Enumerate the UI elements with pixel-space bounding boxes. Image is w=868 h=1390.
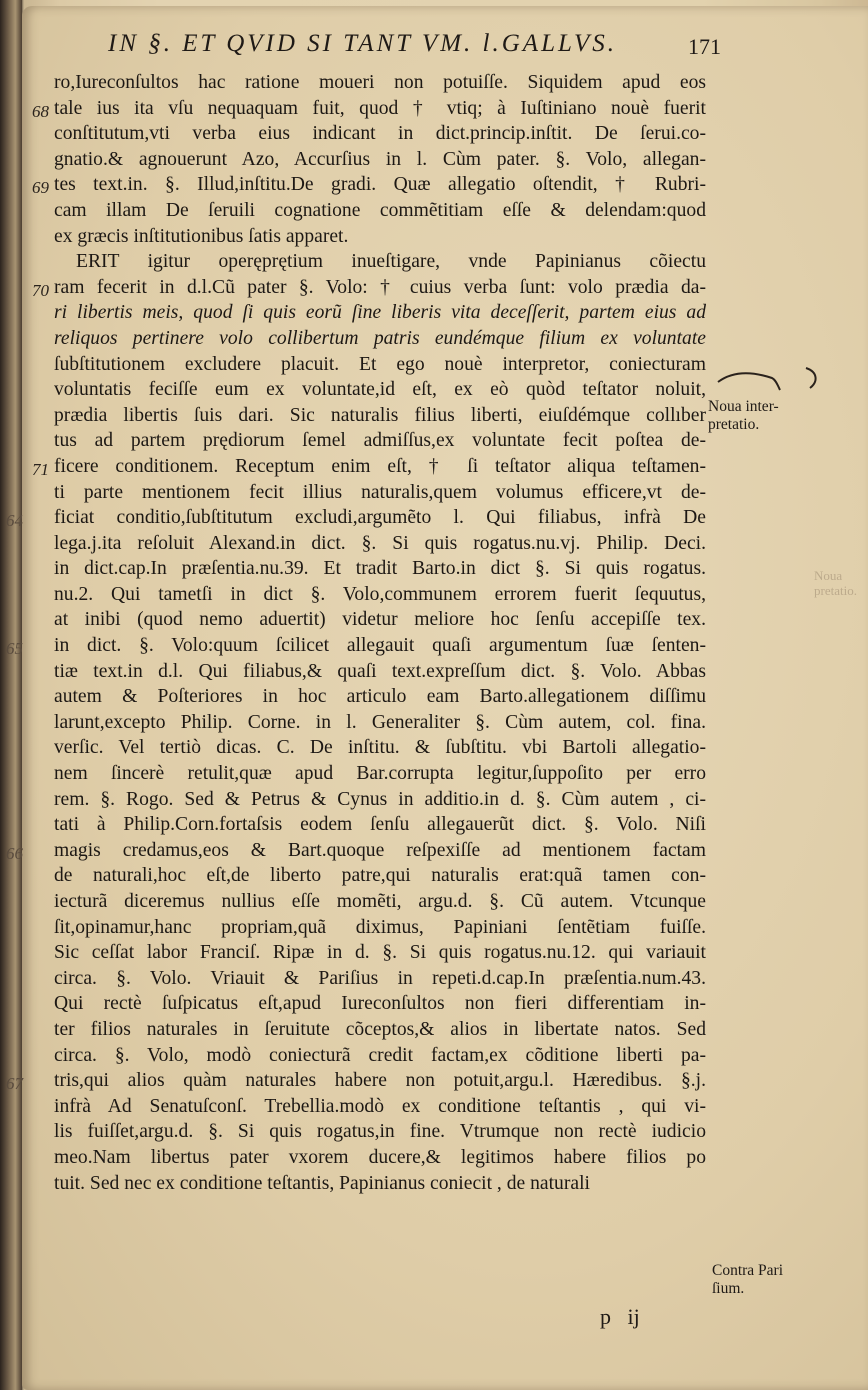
text-line: gnatio.& agnouerunt Azo, Accurſius in l. Cùm pater. §. Volo, allegan-	[54, 148, 706, 170]
margin-line-number: 69	[32, 178, 49, 198]
text-line: ficiat conditio,ſubſtitutum excludi,argumẽto l. Qui filiabus, infrà De	[54, 507, 706, 529]
text-line: magis credamus,eos & Bart.quoque reſpexiſſe ad mentionem factam	[54, 839, 706, 861]
margin-line-number: 64	[6, 511, 23, 531]
margin-line-number: 68	[32, 101, 49, 121]
text-line: Qui rectè ſuſpicatus eſt,apud Iureconſultos non fieri differentiam in-	[54, 993, 706, 1015]
text-line: nu.2. Qui tametſi in dict §. Volo,communem errorem fuerit ſequutus,	[54, 583, 706, 605]
handwritten-bracket-mark	[714, 366, 824, 396]
text-line: ter filios naturales in ſeruitute cõceptos,& alios in libertate natos. Sed	[54, 1018, 706, 1040]
text-line: verſic. Vel tertiò dicas. C. De inſtitu. & ſubſtitu. vbi Bartoli allegatio-	[54, 737, 706, 759]
text-line: in dict. §. Volo:quum ſcilicet allegauit quaſi argumentum ſuæ ſenten-	[54, 635, 706, 657]
text-line: ſubſtitutionem excludere placuit. Et ego nouè interpretor, coniecturam	[54, 353, 706, 375]
text-line: meo.Nam libertus pater vxorem ducere,& legitimos habere filios po	[54, 1146, 706, 1168]
margin-line-number: 66	[6, 844, 23, 863]
main-text-block	[54, 70, 706, 1196]
text-line: ram fecerit in d.l.Cũ pater §. Volo: † cuius verba ſunt: volo prædia da-	[54, 276, 706, 298]
page-header	[108, 30, 708, 58]
text-line: tiæ text.in d.l. Qui filiabus,& quaſi text.expreſſum dict. §. Volo. Abbas	[54, 660, 706, 682]
margin-line-number: 71	[32, 460, 49, 479]
text-line: in dict.cap.In præſentia.nu.39. Et tradit Barto.in dict §. Si quis rogatus.	[54, 558, 706, 580]
text-line: tati à Philip.Corn.fortaſsis eodem ſenſu allegauerũt dict. §. Volo. Niſi	[54, 814, 706, 836]
text-line: ri libertis meis, quod ſi quis eorũ ſine liberis vita deceſſerit, partem eius ad	[54, 302, 706, 324]
text-line: ex græcis inſtitutionibus ſatis apparet.	[54, 225, 349, 247]
text-line: circa. §. Volo, modò coniecturã credit factam,ex cõditione liberti pa-	[54, 1044, 706, 1066]
text-line: tale ius ita vſu nequaquam fuit, quod † vtiq; à Iuſtiniano nouè fuerit	[54, 97, 706, 119]
text-line: ficere conditionem. Receptum enim eſt, † ſi teſtator aliqua teſtamen-	[54, 455, 706, 477]
bleed-through-note: Noua pretatio.	[814, 568, 857, 598]
text-line: tus ad partem prędiorum ſemel admiſſus,ex voluntate fecit poſtea de-	[54, 430, 706, 452]
margin-line-number: 67	[6, 1074, 23, 1094]
text-line: prædia libertis ſuis dari. Sic naturalis filius liberti, eiuſdémque collıber	[54, 404, 706, 426]
text-line: ERIT igitur operęprętium inueſtigare, vnde Papinianus cõiectu	[76, 251, 706, 273]
text-line: larunt,excepto Philip. Corne. in l. Generaliter §. Cùm autem, col. fina.	[54, 711, 706, 733]
text-line: autem & Poſteriores in hoc articulo eam Barto.allegationem diſſimu	[54, 686, 706, 708]
text-line: nem ſincerè retulit,quæ apud Bar.corrupta legitur,ſuppoſito per erro	[54, 763, 706, 785]
running-head: IN §. ET QVID SI TANT VM. l.GALLVS.	[108, 30, 617, 57]
facing-page-edge	[0, 0, 22, 1390]
text-line: rem. §. Rogo. Sed & Petrus & Cynus in additio.in d. §. Cùm autem , ci-	[54, 788, 706, 810]
text-line: conſtitutum,vti verba eius indicant in dict.princip.inſtit. De ſerui.co-	[54, 123, 706, 145]
margin-line-number: 70	[32, 280, 49, 300]
text-line: lega.j.ita reſoluit Alexand.in dict. §. Si quis rogatus.nu.vj. Philip. Deci.	[54, 532, 706, 554]
folio-number: 171	[688, 34, 721, 59]
marginal-note-contra-parisium: Contra Pari ſium.	[712, 1262, 784, 1297]
text-line: iecturã diceremus nullius eſſe momẽti, argu.d. §. Cũ autem. Vtcunque	[54, 891, 706, 912]
text-line: tuit. Sed nec ex conditione teſtantis, Papinianus coniecit , de naturali	[54, 1172, 590, 1194]
text-line: ro,Iureconſultos hac ratione moueri non potuiſſe. Siquidem apud eos	[54, 72, 706, 93]
signature-mark: p ij	[600, 1304, 640, 1329]
text-line: tes text.in. §. Illud,inſtitu.De gradi. Quæ allegatio oſtendit, † Rubri-	[54, 174, 706, 196]
text-line: cam illam De ſeruili cognatione commẽtitiam eſſe & delendam:quod	[54, 199, 706, 221]
text-line: reliquos pertinere volo collibertum patris eundémque filium ex voluntate	[54, 327, 706, 349]
text-line: de naturali,hoc eſt,de liberto patre,qui naturalis erat:quã tamen con-	[54, 865, 706, 887]
text-line: circa. §. Volo. Vriauit & Pariſius in repeti.d.cap.In præſentia.num.43.	[54, 967, 706, 989]
text-line: ti parte mentionem fecit illius naturalis,quem volumus efficere,vt de-	[54, 481, 706, 503]
marginal-note-noua-interpretatio: Noua inter- pretatio.	[708, 398, 779, 433]
text-line: ſit,opinamur,hanc propriam,quã diximus, Papiniani ſentẽtiam fuiſſe.	[54, 916, 706, 938]
text-line: tris,qui alios quàm naturales habere non potuit,argu.l. Hæredibus. §.j.	[54, 1070, 706, 1092]
text-line: infrà Ad Senatuſconſ. Trebellia.modò ex conditione teſtantis , qui vi-	[54, 1095, 706, 1117]
text-line: at inibi (quod nemo aduertit) videtur meliore hoc ſenſu accepiſſe tex.	[54, 609, 706, 631]
text-line: voluntatis feciſſe eum ex voluntate,id eſt, ex eò quòd teſtator noluit,	[54, 379, 706, 401]
text-line: lis fuiſſet,argu.d. §. Si quis rogatus,in fine. Vtrumque non rectè iudicio	[54, 1121, 706, 1143]
text-line: Sic ceſſat labor Franciſ. Ripæ in d. §. Si quis rogatus.nu.12. qui variauit	[54, 942, 706, 964]
margin-line-number: 65	[6, 639, 23, 659]
